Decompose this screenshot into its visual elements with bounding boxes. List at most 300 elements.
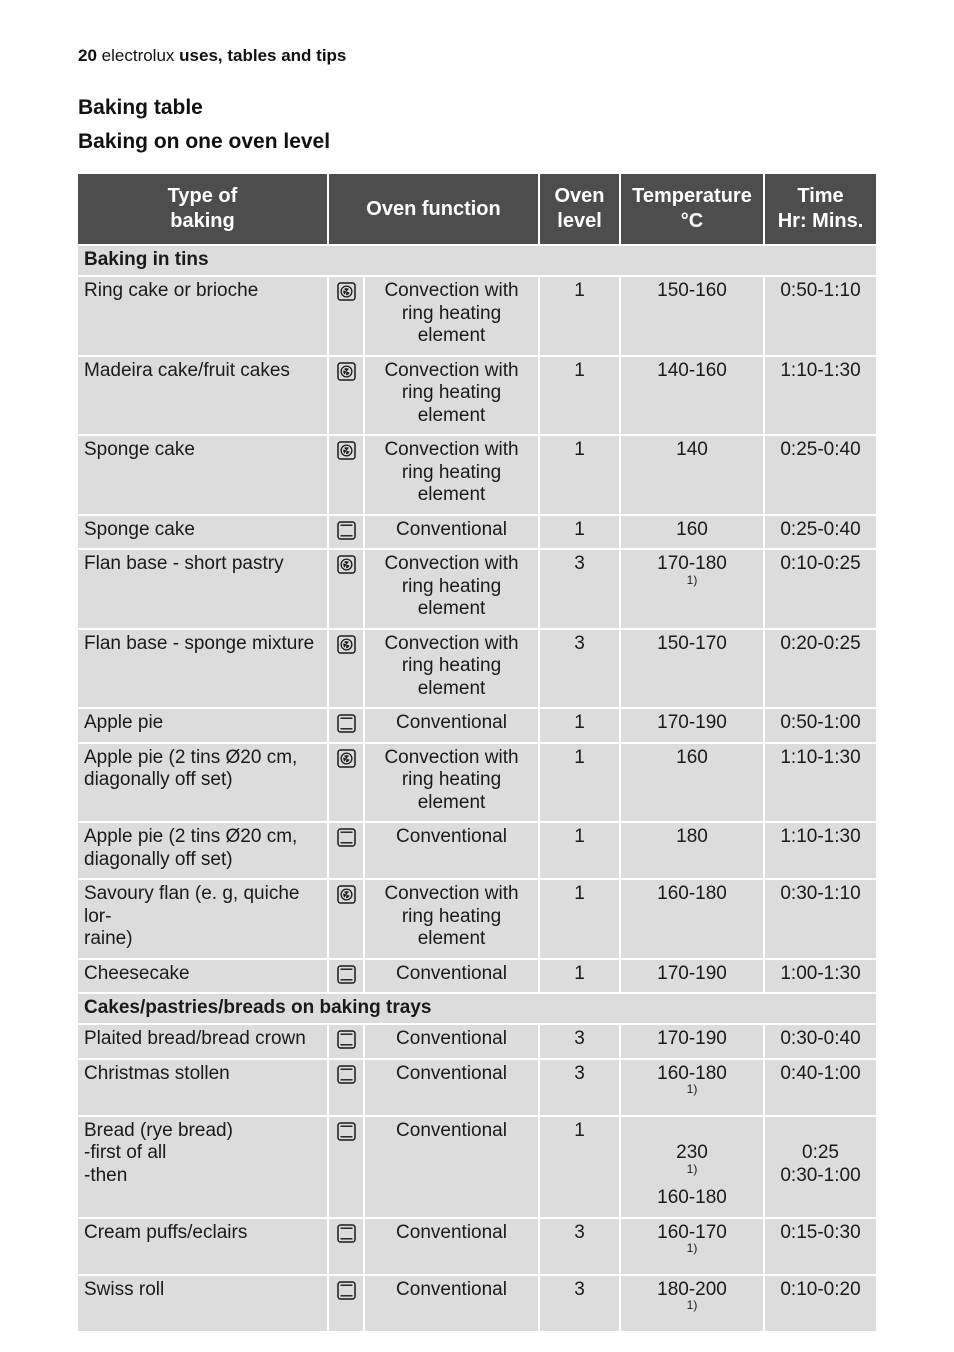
oven-function-line bbox=[371, 655, 532, 678]
oven-function-line bbox=[371, 678, 532, 701]
cell-oven-level: 3 bbox=[539, 549, 620, 629]
temperature-text: 230 bbox=[676, 1142, 708, 1163]
top-bottom-heat-icon bbox=[337, 968, 356, 989]
oven-function-text: element bbox=[417, 598, 486, 619]
temperature-text: 160 bbox=[676, 746, 708, 768]
oven-function-line bbox=[371, 928, 532, 951]
oven-function-text: ring heating bbox=[401, 382, 502, 403]
temperature-line bbox=[627, 1120, 757, 1143]
cell-function-icon bbox=[328, 822, 364, 879]
cell-time bbox=[764, 629, 876, 709]
type-of-baking-line bbox=[84, 1120, 321, 1143]
oven-function-text: Convection with bbox=[384, 439, 519, 460]
temperature-text: 140-160 bbox=[657, 359, 727, 381]
cell-function-icon bbox=[328, 743, 364, 823]
temperature-line bbox=[627, 1279, 757, 1324]
cell-time bbox=[764, 1218, 876, 1275]
header-type-of-baking bbox=[78, 174, 328, 245]
header-temperature bbox=[620, 174, 764, 245]
time-text: 0:30-0:40 bbox=[780, 1028, 861, 1049]
cell-time bbox=[764, 743, 876, 823]
temperature-line bbox=[627, 747, 757, 770]
type-of-baking-text: Swiss roll bbox=[84, 1278, 165, 1300]
oven-function-line bbox=[371, 360, 532, 383]
type-of-baking-line bbox=[84, 553, 321, 576]
oven-function-line bbox=[371, 1028, 532, 1051]
time-line bbox=[771, 963, 870, 986]
temperature-line bbox=[627, 1142, 757, 1187]
time-text: 0:50-1:00 bbox=[780, 712, 861, 733]
header-type-line-1: Type of bbox=[167, 185, 238, 207]
baking-table bbox=[78, 174, 876, 1333]
cell-function-icon bbox=[328, 1275, 364, 1332]
header-type-line-2: baking bbox=[170, 210, 235, 232]
fan-ring-heating-icon bbox=[337, 558, 356, 579]
oven-function-line bbox=[371, 826, 532, 849]
cell-oven-function bbox=[364, 1218, 539, 1275]
cell-type-of-baking bbox=[78, 743, 328, 823]
oven-function-text: Convection with bbox=[384, 883, 519, 904]
footnote-marker: 1) bbox=[686, 572, 698, 587]
temperature-line bbox=[627, 826, 757, 849]
time-line bbox=[771, 712, 870, 735]
cell-oven-level: 1 bbox=[539, 515, 620, 550]
type-of-baking-text: Apple pie (2 tins Ø20 cm, bbox=[84, 746, 298, 768]
temperature-text: 180-200 bbox=[657, 1278, 727, 1300]
temperature-text: 160-180 bbox=[657, 883, 727, 904]
fan-ring-heating-icon bbox=[337, 638, 356, 659]
type-of-baking-text: Cheesecake bbox=[84, 962, 190, 984]
cell-function-icon bbox=[328, 356, 364, 436]
cell-temperature bbox=[620, 276, 764, 356]
oven-function-text: element bbox=[417, 484, 486, 505]
cell-oven-function bbox=[364, 708, 539, 743]
footnote-marker: 1) bbox=[686, 1082, 698, 1096]
time-line bbox=[771, 519, 870, 542]
temperature-text: 170-190 bbox=[657, 1028, 727, 1049]
cell-type-of-baking bbox=[78, 356, 328, 436]
oven-function-line bbox=[371, 280, 532, 303]
cell-time bbox=[764, 356, 876, 436]
time-line bbox=[771, 883, 870, 906]
time-line bbox=[771, 633, 870, 656]
oven-function-line bbox=[371, 1120, 532, 1143]
cell-temperature bbox=[620, 822, 764, 879]
time-text: 0:40-1:00 bbox=[780, 1062, 861, 1084]
table-row bbox=[78, 1024, 876, 1059]
header-time-line-2: Hr: Mins. bbox=[777, 210, 864, 232]
cell-time bbox=[764, 1116, 876, 1218]
cell-function-icon bbox=[328, 1218, 364, 1275]
time-text: 0:10-0:25 bbox=[780, 553, 861, 574]
type-of-baking-text: Flan base - sponge mixture bbox=[84, 632, 315, 654]
oven-function-text: Convection with bbox=[384, 746, 519, 768]
cell-oven-function bbox=[364, 959, 539, 994]
oven-function-line bbox=[371, 303, 532, 326]
temperature-text: 150-160 bbox=[657, 280, 727, 301]
header-level-line-2: level bbox=[557, 210, 602, 232]
table-row bbox=[78, 879, 876, 959]
cell-oven-function bbox=[364, 1024, 539, 1059]
oven-function-line bbox=[371, 439, 532, 462]
cell-function-icon bbox=[328, 708, 364, 743]
cell-oven-function bbox=[364, 515, 539, 550]
cell-temperature bbox=[620, 959, 764, 994]
type-of-baking-text: -then bbox=[84, 1164, 128, 1186]
time-text: 1:10-1:30 bbox=[780, 359, 861, 381]
time-line bbox=[771, 1028, 870, 1051]
type-of-baking-text: Apple pie bbox=[84, 712, 164, 733]
oven-function-line bbox=[371, 1222, 532, 1245]
table-row bbox=[78, 515, 876, 550]
time-text: 0:50-1:10 bbox=[780, 280, 861, 301]
cell-type-of-baking bbox=[78, 549, 328, 629]
temperature-line bbox=[627, 553, 757, 598]
cell-temperature bbox=[620, 356, 764, 436]
header-time-line-1: Time bbox=[797, 185, 844, 207]
oven-function-text: element bbox=[417, 928, 486, 949]
cell-function-icon bbox=[328, 435, 364, 515]
cell-type-of-baking bbox=[78, 1218, 328, 1275]
temperature-text: 180 bbox=[676, 826, 708, 847]
time-line bbox=[771, 747, 870, 770]
cell-oven-level: 1 bbox=[539, 822, 620, 879]
temperature-text: 170-190 bbox=[657, 712, 727, 733]
time-text: 1:10-1:30 bbox=[780, 746, 861, 768]
oven-function-line bbox=[371, 519, 532, 542]
table-row bbox=[78, 276, 876, 356]
type-of-baking-line bbox=[84, 1279, 321, 1302]
type-of-baking-text: Apple pie (2 tins Ø20 cm, bbox=[84, 826, 298, 847]
temperature-text: 150-170 bbox=[657, 632, 727, 654]
top-bottom-heat-icon bbox=[337, 1033, 356, 1054]
type-of-baking-text: Bread (rye bread) bbox=[84, 1119, 233, 1141]
oven-function-text: Conventional bbox=[396, 962, 507, 984]
temperature-text: 160-170 bbox=[657, 1221, 727, 1243]
oven-function-text: element bbox=[417, 677, 486, 699]
temperature-text: 160-180 bbox=[657, 1062, 727, 1084]
top-bottom-heat-icon bbox=[337, 831, 356, 852]
type-of-baking-text: diagonally off set) bbox=[84, 848, 233, 870]
type-of-baking-text: Plaited bread/bread crown bbox=[84, 1028, 306, 1049]
cell-oven-level: 1 bbox=[539, 708, 620, 743]
type-of-baking-line bbox=[84, 747, 321, 770]
oven-function-text: Convection with bbox=[384, 553, 519, 574]
oven-function-text: Conventional bbox=[396, 518, 507, 540]
oven-function-text: ring heating bbox=[401, 655, 502, 676]
table-row bbox=[78, 708, 876, 743]
cell-temperature bbox=[620, 629, 764, 709]
type-of-baking-line bbox=[84, 280, 321, 303]
time-line bbox=[771, 1165, 870, 1188]
cell-function-icon bbox=[328, 1116, 364, 1218]
time-text: 1:00-1:30 bbox=[780, 962, 861, 984]
temperature-text: 160-180 bbox=[657, 1187, 727, 1208]
section-title: uses, tables and tips bbox=[179, 46, 347, 65]
table-row bbox=[78, 743, 876, 823]
type-of-baking-text: -first of all bbox=[84, 1142, 167, 1163]
oven-function-line bbox=[371, 382, 532, 405]
oven-function-text: Conventional bbox=[396, 1028, 507, 1049]
header-temp-line-2: °C bbox=[680, 210, 704, 232]
top-bottom-heat-icon bbox=[337, 1284, 356, 1305]
cell-type-of-baking bbox=[78, 708, 328, 743]
time-line bbox=[771, 1142, 870, 1165]
cell-oven-function bbox=[364, 356, 539, 436]
table-row bbox=[78, 549, 876, 629]
oven-function-line bbox=[371, 747, 532, 770]
oven-function-line bbox=[371, 1279, 532, 1302]
cell-function-icon bbox=[328, 629, 364, 709]
type-of-baking-text: raine) bbox=[84, 928, 133, 949]
top-bottom-heat-icon bbox=[337, 717, 356, 738]
temperature-line bbox=[627, 1222, 757, 1267]
temperature-line bbox=[627, 1187, 757, 1210]
cell-temperature bbox=[620, 1059, 764, 1116]
type-of-baking-line bbox=[84, 439, 321, 462]
cell-type-of-baking bbox=[78, 629, 328, 709]
cell-function-icon bbox=[328, 1059, 364, 1116]
time-line bbox=[771, 1120, 870, 1143]
type-of-baking-line bbox=[84, 360, 321, 383]
cell-oven-function bbox=[364, 879, 539, 959]
oven-function-text: Conventional bbox=[396, 1062, 507, 1084]
cell-temperature bbox=[620, 879, 764, 959]
temperature-text: 170-190 bbox=[657, 962, 727, 984]
cell-oven-function bbox=[364, 629, 539, 709]
cell-time bbox=[764, 1024, 876, 1059]
cell-time bbox=[764, 276, 876, 356]
temperature-line bbox=[627, 1028, 757, 1051]
type-of-baking-text: Cream puffs/eclairs bbox=[84, 1221, 248, 1243]
type-of-baking-text: Savoury flan (e. g, quiche lor- bbox=[84, 883, 300, 927]
page-heading: Baking table bbox=[78, 96, 203, 119]
time-text: 0:30-1:00 bbox=[780, 1164, 861, 1186]
cell-oven-level: 3 bbox=[539, 1218, 620, 1275]
cell-time bbox=[764, 879, 876, 959]
oven-function-text: ring heating bbox=[401, 461, 502, 483]
cell-function-icon bbox=[328, 276, 364, 356]
type-of-baking-line bbox=[84, 633, 321, 656]
type-of-baking-text: Christmas stollen bbox=[84, 1062, 230, 1084]
temperature-text: 160 bbox=[676, 518, 708, 540]
cell-function-icon bbox=[328, 879, 364, 959]
cell-oven-function bbox=[364, 1116, 539, 1218]
cell-temperature bbox=[620, 1024, 764, 1059]
cell-type-of-baking bbox=[78, 959, 328, 994]
fan-ring-heating-icon bbox=[337, 888, 356, 909]
type-of-baking-line bbox=[84, 1028, 321, 1051]
type-of-baking-text: Ring cake or brioche bbox=[84, 280, 259, 301]
cell-type-of-baking bbox=[78, 515, 328, 550]
cell-type-of-baking bbox=[78, 879, 328, 959]
temperature-text: 140 bbox=[676, 439, 708, 460]
cell-oven-level: 1 bbox=[539, 276, 620, 356]
type-of-baking-line bbox=[84, 963, 321, 986]
oven-function-line bbox=[371, 883, 532, 906]
cell-oven-level: 3 bbox=[539, 1059, 620, 1116]
time-line bbox=[771, 360, 870, 383]
oven-function-text: Conventional bbox=[396, 1221, 507, 1243]
type-of-baking-line bbox=[84, 928, 321, 951]
oven-function-text: Conventional bbox=[396, 1278, 507, 1300]
temperature-line bbox=[627, 633, 757, 656]
oven-function-line bbox=[371, 553, 532, 576]
oven-function-text: Conventional bbox=[396, 826, 507, 847]
cell-oven-function bbox=[364, 276, 539, 356]
cell-oven-level: 3 bbox=[539, 629, 620, 709]
oven-function-text: element bbox=[417, 404, 486, 426]
cell-oven-level: 1 bbox=[539, 743, 620, 823]
cell-temperature bbox=[620, 1218, 764, 1275]
oven-function-line bbox=[371, 906, 532, 929]
oven-function-line bbox=[371, 325, 532, 348]
time-line bbox=[771, 1279, 870, 1302]
temperature-text: 170-180 bbox=[657, 553, 727, 574]
time-line bbox=[771, 826, 870, 849]
cell-time bbox=[764, 435, 876, 515]
cell-temperature bbox=[620, 1116, 764, 1218]
footnote-marker: 1) bbox=[686, 1161, 698, 1176]
time-text: 0:10-0:20 bbox=[780, 1278, 861, 1300]
cell-type-of-baking bbox=[78, 1059, 328, 1116]
time-line bbox=[771, 553, 870, 576]
oven-function-text: Conventional bbox=[396, 712, 507, 733]
table-row bbox=[78, 1218, 876, 1275]
type-of-baking-line bbox=[84, 1142, 321, 1165]
oven-function-line bbox=[371, 598, 532, 621]
oven-function-text: ring heating bbox=[401, 302, 502, 324]
cell-oven-function bbox=[364, 435, 539, 515]
type-of-baking-text: diagonally off set) bbox=[84, 769, 233, 790]
time-line bbox=[771, 439, 870, 462]
section-title-cell: Cakes/pastries/breads on baking trays bbox=[78, 993, 876, 1024]
temperature-line bbox=[627, 280, 757, 303]
oven-function-text: ring heating bbox=[401, 769, 502, 790]
type-of-baking-line bbox=[84, 1222, 321, 1245]
cell-function-icon bbox=[328, 515, 364, 550]
header-level-line-1: Oven bbox=[554, 185, 605, 207]
cell-temperature bbox=[620, 1275, 764, 1332]
time-line bbox=[771, 1222, 870, 1245]
oven-function-line bbox=[371, 792, 532, 815]
page-number: 20 bbox=[78, 46, 97, 65]
cell-function-icon bbox=[328, 1024, 364, 1059]
type-of-baking-text: Sponge cake bbox=[84, 439, 195, 460]
oven-function-line bbox=[371, 633, 532, 656]
cell-oven-function bbox=[364, 1275, 539, 1332]
fan-ring-heating-icon bbox=[337, 752, 356, 773]
type-of-baking-line bbox=[84, 849, 321, 872]
cell-time bbox=[764, 708, 876, 743]
top-bottom-heat-icon bbox=[337, 1068, 356, 1089]
temperature-line bbox=[627, 1063, 757, 1108]
oven-function-line bbox=[371, 963, 532, 986]
table-row bbox=[78, 822, 876, 879]
running-head bbox=[78, 46, 346, 66]
cell-type-of-baking bbox=[78, 822, 328, 879]
cell-type-of-baking bbox=[78, 1275, 328, 1332]
fan-ring-heating-icon bbox=[337, 444, 356, 465]
cell-oven-level: 1 bbox=[539, 435, 620, 515]
top-bottom-heat-icon bbox=[337, 524, 356, 545]
type-of-baking-line bbox=[84, 769, 321, 792]
cell-time bbox=[764, 1275, 876, 1332]
table-row bbox=[78, 1116, 876, 1218]
time-line bbox=[771, 1063, 870, 1086]
fan-ring-heating-icon bbox=[337, 365, 356, 386]
header-temp-line-1: Temperature bbox=[632, 185, 752, 207]
type-of-baking-text: Sponge cake bbox=[84, 518, 195, 540]
oven-function-text: Convection with bbox=[384, 632, 519, 654]
time-text: 0:25-0:40 bbox=[780, 439, 861, 460]
oven-function-text: ring heating bbox=[401, 905, 502, 927]
oven-function-text: Conventional bbox=[396, 1119, 507, 1141]
cell-function-icon bbox=[328, 959, 364, 994]
oven-function-line bbox=[371, 712, 532, 735]
header-time bbox=[764, 174, 876, 245]
temperature-line bbox=[627, 439, 757, 462]
section-row bbox=[78, 245, 876, 276]
header-oven-level bbox=[539, 174, 620, 245]
table-body bbox=[78, 245, 876, 1332]
oven-function-line bbox=[371, 576, 532, 599]
page-subheading: Baking on one oven level bbox=[78, 130, 331, 153]
cell-oven-function bbox=[364, 822, 539, 879]
top-bottom-heat-icon bbox=[337, 1125, 356, 1146]
table-row bbox=[78, 356, 876, 436]
oven-function-line bbox=[371, 405, 532, 428]
cell-temperature bbox=[620, 743, 764, 823]
section-title-cell: Baking in tins bbox=[78, 245, 876, 276]
header-oven-function: Oven function bbox=[328, 174, 539, 245]
cell-oven-function bbox=[364, 743, 539, 823]
type-of-baking-text: Madeira cake/fruit cakes bbox=[84, 359, 290, 381]
type-of-baking-text: Flan base - short pastry bbox=[84, 553, 284, 574]
cell-time bbox=[764, 822, 876, 879]
type-of-baking-line bbox=[84, 519, 321, 542]
type-of-baking-line bbox=[84, 1165, 321, 1188]
oven-function-text: Convection with bbox=[384, 359, 519, 381]
cell-oven-level: 1 bbox=[539, 959, 620, 994]
type-of-baking-line bbox=[84, 712, 321, 735]
cell-time bbox=[764, 515, 876, 550]
oven-function-line bbox=[371, 769, 532, 792]
type-of-baking-line bbox=[84, 1063, 321, 1086]
time-text: 0:30-1:10 bbox=[780, 883, 861, 904]
cell-oven-function bbox=[364, 549, 539, 629]
time-text: 0:25-0:40 bbox=[780, 518, 861, 540]
oven-function-line bbox=[371, 462, 532, 485]
cell-oven-level: 1 bbox=[539, 356, 620, 436]
header-row bbox=[78, 174, 876, 245]
cell-oven-level: 1 bbox=[539, 879, 620, 959]
footnote-marker: 1) bbox=[686, 1298, 698, 1312]
section-row bbox=[78, 993, 876, 1024]
cell-type-of-baking bbox=[78, 276, 328, 356]
cell-time bbox=[764, 959, 876, 994]
brand-name: electrolux bbox=[101, 46, 175, 65]
cell-time bbox=[764, 549, 876, 629]
time-text: 0:20-0:25 bbox=[780, 632, 861, 654]
type-of-baking-line bbox=[84, 883, 321, 928]
oven-function-text: element bbox=[417, 791, 486, 813]
time-text: 0:15-0:30 bbox=[780, 1221, 861, 1243]
cell-temperature bbox=[620, 515, 764, 550]
temperature-line bbox=[627, 963, 757, 986]
cell-type-of-baking bbox=[78, 1024, 328, 1059]
cell-oven-function bbox=[364, 1059, 539, 1116]
